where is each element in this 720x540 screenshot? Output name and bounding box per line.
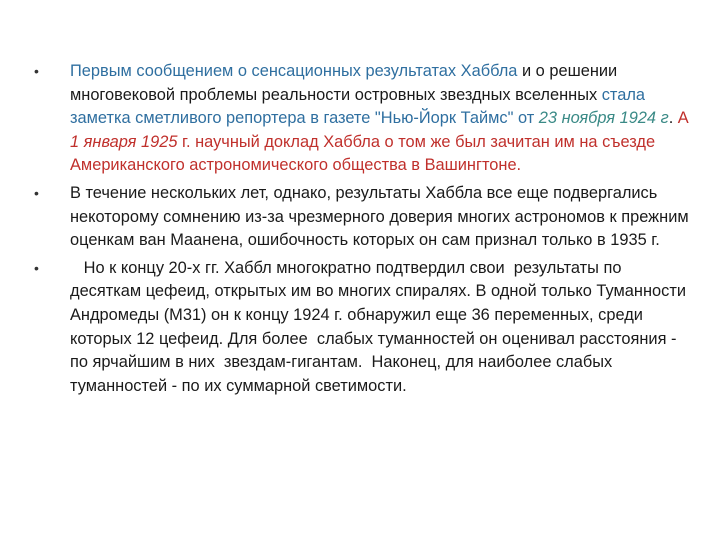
bullet-1-segment: А	[677, 109, 689, 128]
bullet-3-text: Но к концу 20-х гг. Хаббл многократно подтвердил свои результаты по десяткам цефеид, открытых им во многих спиралях. В одной только Туманности Андромеды (М31) он к концу 1924 г. обнаружил еще 36 переменных, среди которых 12 цефеид. Для более слабых туманностей он оценивал расстояния - по ярчайшим в них звездам-гигантам. Наконец, для наиболее слабых туманностей - по их суммарной светимости.	[70, 258, 691, 395]
bullet-dot-icon: •	[34, 63, 39, 79]
bullet-dot-icon: •	[34, 259, 39, 276]
bullet-dot-icon: •	[34, 184, 39, 201]
bullet-item-1	[34, 60, 694, 178]
bullet-1-date-segment: 1 января 1925	[70, 132, 178, 151]
bullet-1-segment: и о решении многовековой проблемы реальности островных звездных вселенных	[70, 62, 618, 104]
bullet-1-segment: стала заметка сметливого репортера в газете "Нью-Йорк Таймс" от	[70, 85, 646, 128]
bullet-2-text: В течение нескольких лет, однако, результаты Хаббла все еще подвергались некоторому сомнению из-за чрезмерного доверия многих астрономов к прежним оценкам ван Маанена, ошибочность которых он сам признал только в 1935 г.	[70, 183, 689, 250]
bullet-1-segment: Первым сообщением о сенсационных результатах Хаббла	[70, 62, 518, 80]
bullet-list	[34, 60, 694, 402]
bullet-1-segment: г. научный доклад Хаббла о том же был зачитан им на съезде Американского астрономического общества в Вашингтоне.	[70, 132, 656, 175]
bullet-item-3	[34, 257, 694, 399]
bullet-1-segment: .	[668, 109, 678, 128]
bullet-1-date-segment: 23 ноября 1924 г	[538, 109, 669, 128]
bullet-item-2	[34, 182, 694, 253]
